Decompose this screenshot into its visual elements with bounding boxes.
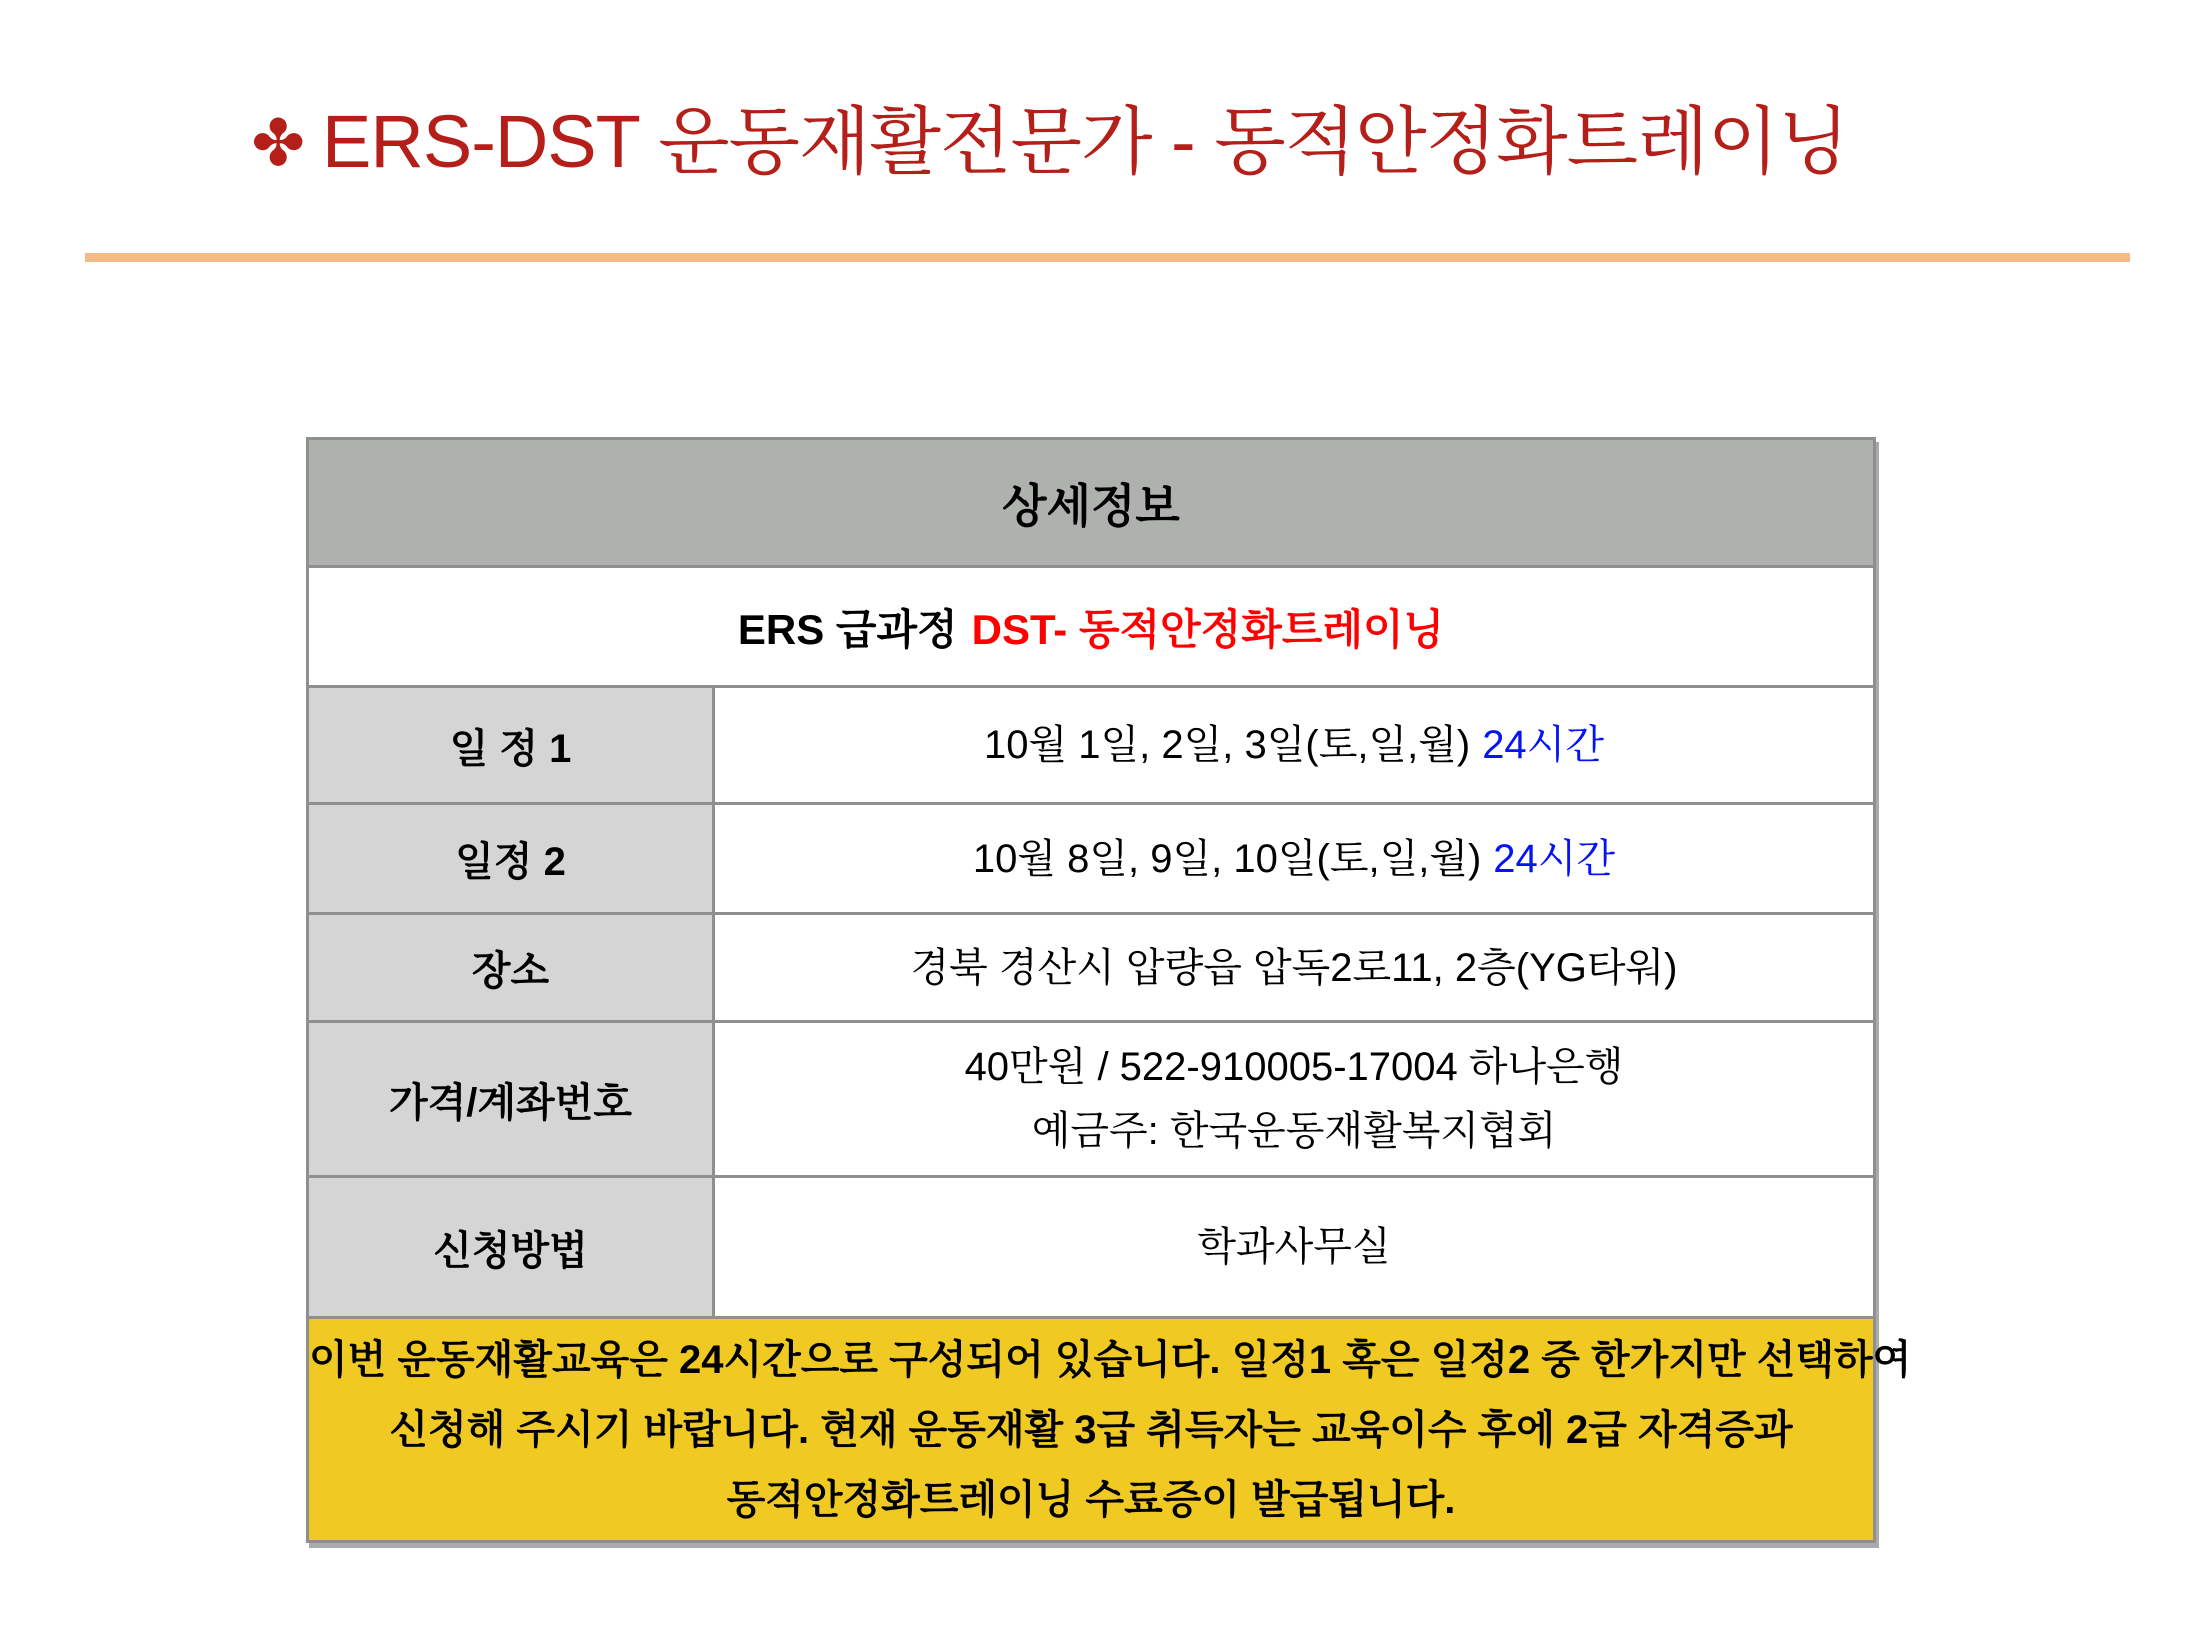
course-name-black: ERS 급과정 bbox=[737, 605, 958, 653]
notice-line-1: 이번 운동재활교육은 24시간으로 구성되어 있습니다. 일정1 혹은 일정2 중 한가지만 선택하여 bbox=[309, 1337, 1912, 1382]
page-title-text: ERS-DST 운동재활전문가 - 동적안정화트레이닝 bbox=[322, 100, 1849, 183]
schedule-1-dates: 10월 1일, 2일, 3일(토,일,월) bbox=[984, 723, 1471, 767]
row-label-schedule-1: 일 정 1 bbox=[308, 687, 714, 804]
row-label-price: 가격/계좌번호 bbox=[308, 1022, 714, 1177]
table-row-schedule-2 bbox=[308, 804, 1875, 914]
table-row-course bbox=[308, 567, 1875, 687]
row-value-price bbox=[714, 1022, 1875, 1177]
row-value-schedule-2 bbox=[714, 804, 1875, 914]
schedule-2-dates: 10월 8일, 9일, 10일(토,일,월) bbox=[972, 836, 1482, 881]
details-table bbox=[306, 437, 1912, 1543]
table-title: 상세정보 bbox=[308, 439, 1875, 567]
table-row-schedule-1 bbox=[308, 687, 1875, 804]
course-name-red: DST- 동적안정화트레이닝 bbox=[971, 605, 1445, 653]
row-label-place: 장소 bbox=[308, 914, 714, 1022]
table-row-notice bbox=[308, 1318, 1875, 1542]
table-row-header bbox=[308, 439, 1875, 567]
notice-banner bbox=[308, 1318, 1912, 1542]
schedule-1-hours: 24시간 bbox=[1482, 723, 1604, 767]
notice-line-2: 신청해 주시기 바랍니다. 현재 운동재활 3급 취득자는 교육이수 후에 2급 자격증과 bbox=[389, 1407, 1793, 1452]
schedule-2-hours: 24시간 bbox=[1493, 836, 1616, 881]
course-name-cell bbox=[308, 567, 1875, 687]
row-value-apply: 학과사무실 bbox=[714, 1177, 1875, 1318]
notice-line-3: 동적안정화트레이닝 수료증이 발급됩니다. bbox=[726, 1477, 1456, 1522]
clover-icon: ✤ bbox=[251, 107, 305, 179]
row-label-apply: 신청방법 bbox=[308, 1177, 714, 1318]
row-value-place: 경북 경산시 압량읍 압독2로11, 2층(YG타워) bbox=[714, 914, 1875, 1022]
page-title bbox=[0, 96, 2100, 189]
table-row-place bbox=[308, 914, 1875, 1022]
price-line-2: 예금주: 한국운동재활복지협회 bbox=[1031, 1109, 1557, 1153]
row-label-schedule-2: 일정 2 bbox=[308, 804, 714, 914]
row-value-schedule-1 bbox=[714, 687, 1875, 804]
title-divider bbox=[85, 253, 2130, 262]
table-row-apply bbox=[308, 1177, 1875, 1318]
price-line-1: 40만원 / 522-910005-17004 하나은행 bbox=[964, 1045, 1624, 1089]
table-row-price bbox=[308, 1022, 1875, 1177]
